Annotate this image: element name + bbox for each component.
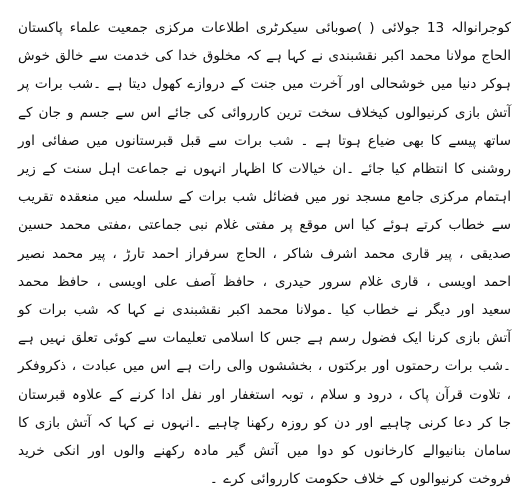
article-body: صوبائی سیکرٹری اطلاعات مرکزی جمعیت علماء پاکستان الحاج مولانا محمد اکبر نقشبندی نے کہا ہے کہ مخلوق خدا کی خدمت سے خالق خوش ہوکر دنیا میں خوشحالی اور آخرت میں جنت کے دروازے کھول دیتا ہے ۔شب برات پر آتش بازی کرنیوالوں کیخلاف سخت ترین کارروائی کی جائے اس سے جسم و جان کے ساتھ پیسے کا بھی ضیاع ہوتا ہے ۔ شب برات سے قبل قبرستانوں میں صفائی اور روشنی کا انتظام کیا جائے ۔ان خیالات کا اظہار انہوں نے جماعت اہل سنت کے زیر اہتمام مرکزی جامع مسجد نور میں فضائل شب برات کے سلسلہ میں منعقدہ تقریب سے خطاب کرتے ہوئے کیا اس موقع پر مفتی غلام نبی جماعتی ،مفتی محمد حسین صدیقی ، پیر قاری محمد اشرف شاکر ، الحاج سرفراز احمد تارڑ ، پیر محمد نصیر احمد اویسی ، قاری غلام سرور حیدری ، حافظ آصف علی اویسی ، حافظ محمد سعید اور دیگر نے خطاب کیا ۔مولانا محمد اکبر نقشبندی نے کہا کہ شب برات کو آتش بازی کرنا ایک فضول رسم ہے جس کا اسلامی تعلیمات سے کوئی تعلق نہیں ہے ۔شب برات رحمتوں اور برکتوں ، بخششوں والی رات ہے اس میں عبادت ، ذکروفکر ، تلاوت قرآن پاک ، درود و سلام ، توبہ استغفار اور نفل ادا کرنے کے علاوہ قبرستان جا کر دعا کرنی چاہیے اور دن کو روزہ رکھنا چاہیے ۔انہوں نے کہا کہ آتش بازی کا سامان بنانیوالے کارخانوں کو دوا میں آتش گیر مادہ رکھنے والوں اور انکی خرید فروخت کرنیوالوں کے خلاف حکومت کارروائی کرے ۔: [18, 20, 511, 488]
dateline: کوجرانوالہ 13 جولائی ( ): [357, 20, 511, 36]
news-article: [18, 14, 511, 493]
